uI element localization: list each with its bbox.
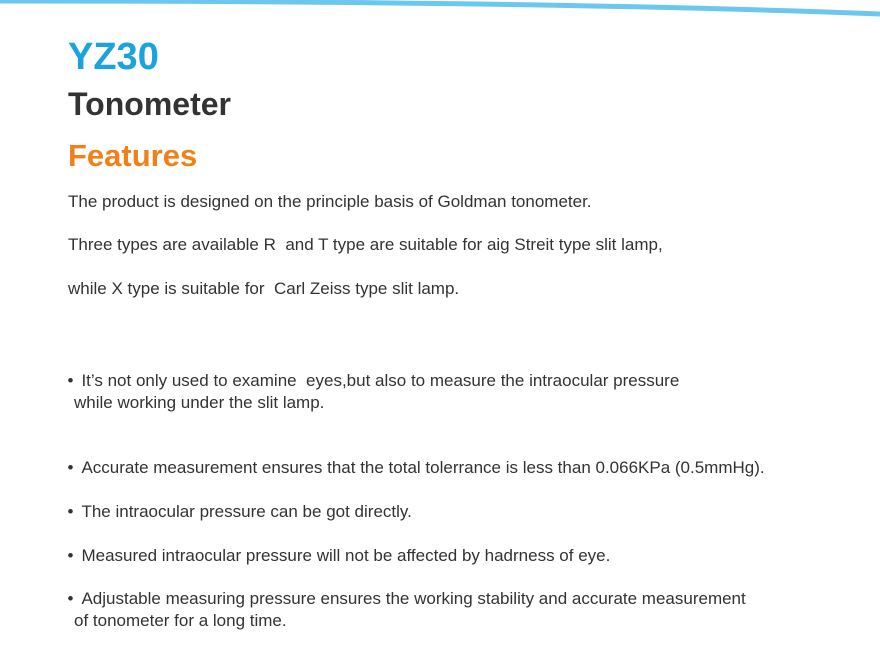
- intro-line-1: The product is designed on the principle basis of Goldman tonometer.: [68, 192, 592, 211]
- bullet-icon: •: [67, 458, 74, 477]
- intro-line-3: while X type is suitable for Carl Zeiss type slit lamp.: [68, 279, 460, 298]
- bullet-icon: •: [67, 589, 74, 608]
- bullet-text: Adjustable measuring pressure ensures the working stability and accurate measurement: [81, 589, 746, 608]
- model-title: YZ30: [68, 36, 159, 78]
- top-decorative-line: [0, 0, 880, 20]
- feature-bullet-5: [58, 566, 746, 610]
- bullet-text: Measured intraocular pressure will not be affected by hadrness of eye.: [81, 546, 611, 565]
- feature-bullet-4: [58, 523, 610, 567]
- intro-line-2: Three types are available R and T type are suitable for aig Streit type slit lamp,: [68, 235, 663, 254]
- bullet-text: Accurate measurement ensures that the total tolerrance is less than 0.066KPa (0.5mmHg).: [81, 458, 765, 477]
- bullet-icon: •: [67, 546, 74, 565]
- feature-bullet-3: [58, 479, 412, 523]
- product-subtitle: Tonometer: [68, 86, 231, 122]
- bullet-text: It’s not only used to examine eyes,but also to measure the intraocular pressure: [81, 371, 680, 390]
- bullet-icon: •: [67, 371, 74, 390]
- bullet-icon: •: [67, 502, 74, 521]
- bullet-text: The intraocular pressure can be got directly.: [81, 502, 412, 521]
- features-heading: Features: [68, 138, 198, 173]
- feature-bullet-1: [58, 348, 679, 392]
- feature-bullet-5-continuation: of tonometer for a long time.: [74, 611, 287, 630]
- feature-bullet-1-continuation: while working under the slit lamp.: [74, 393, 325, 412]
- feature-bullet-2: [58, 435, 765, 479]
